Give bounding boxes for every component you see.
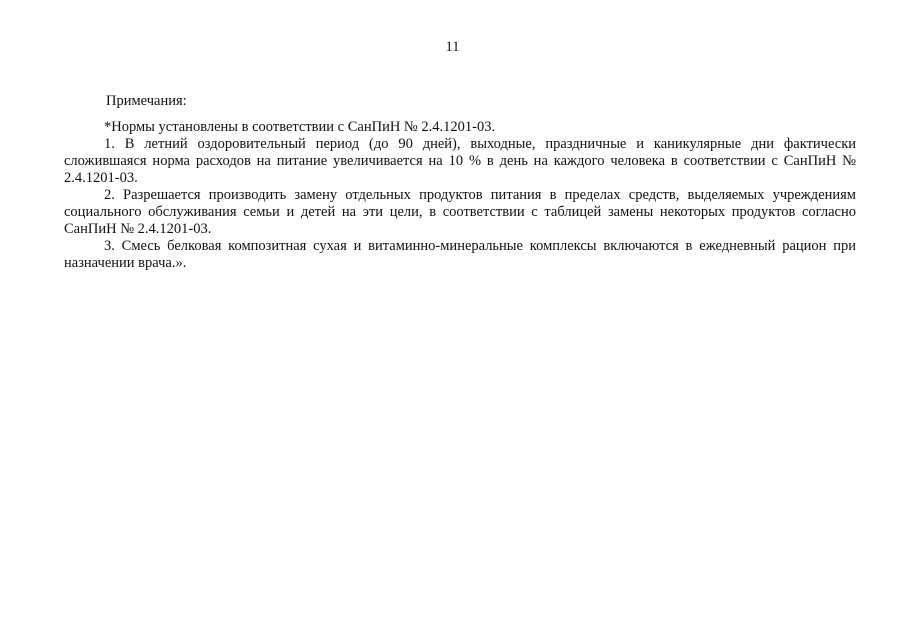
note-item-2: 2. Разрешается производить замену отдельных продуктов питания в пределах средств, выделяемых учреждениям социального обслуживания семьи и детей на эти цели, в соответствии с таблицей замены некоторых продуктов согласно СанПиН № 2.4.1201-03. <box>64 187 856 237</box>
notes-heading: Примечания: <box>106 93 187 109</box>
note-item-1: 1. В летний оздоровительный период (до 90 дней), выходные, праздничные и каникулярные дни фактически сложившаяся норма расходов на питание увеличивается на 10 % в день на каждого человека в соответствии с СанПиН № 2.4.1201-03. <box>64 136 856 186</box>
note-footnote: *Нормы установлены в соответствии с СанПиН № 2.4.1201-03. <box>104 119 496 135</box>
notes-section <box>64 93 856 272</box>
note-item-3: 3. Смесь белковая композитная сухая и витаминно-минеральные комплексы включаются в ежедневный рацион при назначении врача.». <box>64 238 856 271</box>
page-number: 11 <box>445 39 460 55</box>
